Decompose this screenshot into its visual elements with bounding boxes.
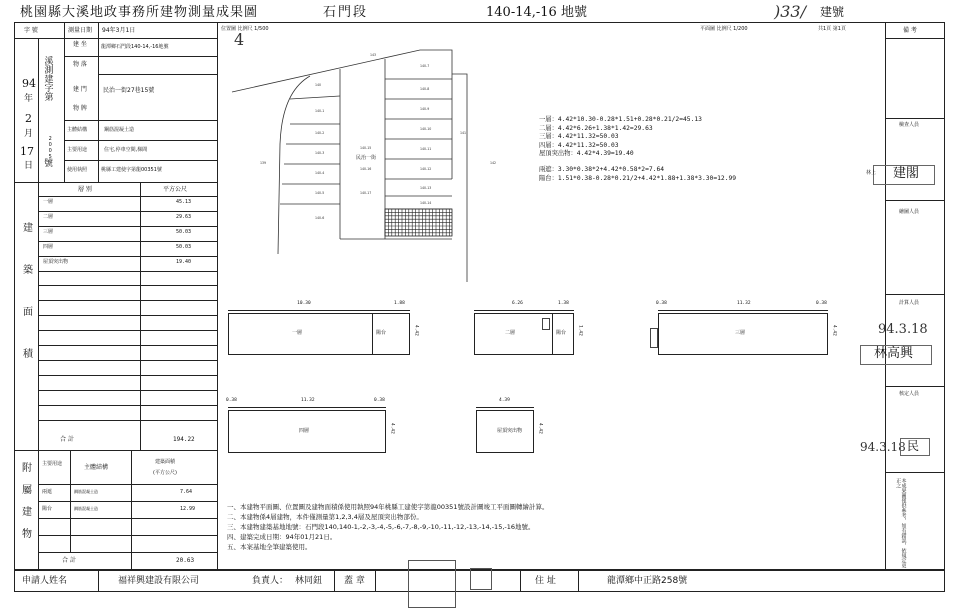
rule bbox=[885, 118, 945, 119]
floor-dim: 0.38 bbox=[816, 301, 827, 306]
serial-no: 2005 bbox=[47, 136, 54, 160]
rule bbox=[885, 294, 945, 295]
parcel-label: 140-14 bbox=[420, 201, 432, 205]
plan-scale: 平面圖 比例尺 1/200 bbox=[700, 26, 748, 32]
checker-label: 檢查人員 bbox=[899, 122, 920, 128]
rule bbox=[98, 22, 99, 38]
annex-use: 陽台 bbox=[42, 506, 53, 512]
floor-name: 三層 bbox=[735, 330, 746, 336]
parcel-label: 140-5 bbox=[315, 191, 325, 195]
company-seal bbox=[408, 560, 456, 608]
balcony-divider bbox=[372, 313, 373, 355]
structure-label: 主體結構 bbox=[67, 127, 88, 133]
location: 龍潭鄉石門段140-14,-16地號 bbox=[101, 44, 169, 50]
floor-side-dim: 4.42 bbox=[389, 422, 395, 434]
parcel-label: 140-8 bbox=[420, 87, 430, 91]
area-row-line bbox=[38, 330, 217, 331]
rule bbox=[885, 38, 945, 39]
area-row-line bbox=[38, 315, 217, 316]
floor-dim: 6.26 bbox=[512, 301, 523, 306]
rule bbox=[38, 552, 217, 553]
area-row-line bbox=[38, 390, 217, 391]
rule bbox=[520, 570, 521, 592]
area-row-line bbox=[38, 345, 217, 346]
annex-sqm: 7.64 bbox=[180, 489, 193, 495]
section-name: 石門段 bbox=[323, 5, 369, 20]
dim-line-f3 bbox=[658, 310, 828, 311]
floor-dim: 10.30 bbox=[297, 301, 311, 306]
calc-line: 二層：4.42*6.26+1.38*1.42=29.63 bbox=[539, 124, 653, 132]
area-row-line bbox=[38, 285, 217, 286]
parcel-label: 139 bbox=[260, 161, 267, 165]
annex-side-label: 附屬建物 bbox=[19, 462, 31, 550]
annex-row-line bbox=[38, 501, 217, 502]
survey-date: 94年3月1日 bbox=[102, 27, 136, 34]
rule bbox=[98, 570, 99, 592]
door-label-1: 建 門 bbox=[73, 86, 87, 93]
annex-struct: 鋼筋混凝土造 bbox=[74, 506, 98, 511]
area-sqm: 19.40 bbox=[176, 258, 192, 265]
month-num: 2 bbox=[25, 112, 32, 125]
parcel-label: 140-6 bbox=[315, 216, 325, 220]
road-left-edge bbox=[278, 76, 310, 254]
floor-name: 二層 bbox=[505, 330, 516, 336]
applicant-name: 福祥興建設有限公司 bbox=[118, 576, 200, 586]
rule bbox=[334, 570, 335, 592]
building-hatch bbox=[385, 209, 452, 236]
area-row-line bbox=[38, 300, 217, 301]
rule bbox=[64, 140, 217, 141]
parcel-label: 141 bbox=[460, 131, 467, 135]
parcel-label: 140-17 bbox=[360, 191, 372, 195]
person-name: 林同鈕 bbox=[295, 576, 323, 586]
day-num: 17 bbox=[20, 145, 34, 158]
permit-label: 使用執照 bbox=[67, 167, 88, 173]
rule bbox=[14, 38, 217, 39]
site-plan-scale: 位置圖 比例尺 1/500 bbox=[221, 26, 269, 32]
area-row-line bbox=[38, 196, 217, 197]
area-sqm: 29.63 bbox=[176, 213, 192, 220]
floor-dim: 0.38 bbox=[226, 398, 237, 403]
address-label: 住 址 bbox=[535, 576, 556, 586]
area-layer: 四層 bbox=[43, 243, 54, 250]
floor-name: 四層 bbox=[299, 427, 310, 434]
area-layer: 一層 bbox=[43, 199, 54, 205]
annex-header-struct: 主體結構 bbox=[84, 464, 109, 471]
dim-line-f1 bbox=[228, 310, 410, 311]
dim-line-f2 bbox=[474, 310, 574, 311]
document-title: 桃園縣大溪地政事務所建物測量成果圖 bbox=[20, 5, 259, 20]
annex-row-line bbox=[38, 535, 217, 536]
building-number-label: 建號 bbox=[820, 5, 845, 19]
parcel-label: 140-12 bbox=[420, 167, 432, 171]
annex-header-area: 建築面積 bbox=[155, 459, 176, 465]
area-row-line bbox=[38, 375, 217, 376]
drafter-label: 繪圖人員 bbox=[899, 209, 920, 215]
annex-row-line bbox=[38, 518, 217, 519]
parcel-label: 140-2 bbox=[315, 131, 325, 135]
floor-dim: 1.88 bbox=[394, 301, 405, 306]
floor-dim: 0.38 bbox=[656, 301, 667, 306]
note-line: 二、本建物係4層建物，本件僅測量第1,2,3,4層及屋頂突出物部份。 bbox=[227, 513, 423, 521]
location-label-1: 建 坐 bbox=[73, 41, 87, 48]
floor-name: 一層 bbox=[292, 330, 303, 336]
seal-label: 蓋 章 bbox=[344, 576, 365, 586]
area-layer: 二層 bbox=[43, 213, 54, 220]
annex-total-label: 合 計 bbox=[62, 557, 76, 564]
hao-char: 號 bbox=[44, 159, 54, 169]
rule bbox=[885, 386, 945, 387]
area-total: 194.22 bbox=[173, 436, 195, 443]
calc-person-label: 計算人員 bbox=[899, 300, 920, 306]
use-label: 主要用途 bbox=[67, 147, 88, 153]
calc-line: 四層：4.42*11.32=50.03 bbox=[539, 141, 619, 149]
final-note: 本成果圖僅供參考，如有錯誤，依規定更正之 bbox=[895, 478, 907, 568]
use: 住宅,停車空間,梯間 bbox=[104, 147, 148, 153]
person-seal bbox=[470, 568, 492, 590]
area-row-line bbox=[38, 241, 217, 242]
door-number: 民治一街27巷15號 bbox=[103, 87, 155, 94]
note-line: 一、本建物平面圖、位置圖及建物面積係使用執照94年桃縣工建使字第龍00351號設計圖竣工平面圖轉繪計算。 bbox=[227, 503, 549, 511]
rule bbox=[38, 38, 39, 182]
dim-line-f4 bbox=[228, 407, 386, 408]
dim-line-roof bbox=[476, 407, 534, 408]
address: 龍潭鄉中正路258號 bbox=[607, 576, 688, 586]
balcony-divider bbox=[552, 313, 553, 355]
day-char: 日 bbox=[24, 161, 34, 171]
floor-side-dim: 4.42 bbox=[537, 422, 543, 434]
building-number-handwritten: )33/ bbox=[774, 2, 806, 21]
parcel-label: 142 bbox=[490, 161, 497, 165]
site-plan-handwritten: 4 bbox=[234, 30, 245, 49]
area-row-line bbox=[38, 405, 217, 406]
parcel-label: 143 bbox=[370, 53, 377, 57]
parcel-label: 140 bbox=[315, 83, 322, 87]
sheet-info: 共1頁 第1頁 bbox=[818, 26, 846, 32]
floor-side-dim: 4.42 bbox=[831, 325, 837, 336]
floor-side-dim: 4.42 bbox=[413, 325, 419, 336]
area-row-line bbox=[38, 420, 217, 421]
door-label-2: 物 牌 bbox=[73, 105, 87, 112]
area-row-line bbox=[38, 211, 217, 212]
reviewer-label: 核定人員 bbox=[899, 391, 920, 397]
left-table-divider bbox=[217, 22, 218, 570]
parcel-label: 140-15 bbox=[360, 146, 372, 150]
month-char: 月 bbox=[24, 129, 34, 139]
note-line: 三、本建物建築基地地號：石門段140,140-1,-2,-3,-4,-5,-6,-7,-8,-9,-10,-11,-12,-13,-14,-15,-16地號。 bbox=[227, 523, 535, 531]
rule bbox=[885, 472, 945, 473]
note-line: 四、建築完成日期：94年01月21日。 bbox=[227, 533, 337, 541]
site-boundary bbox=[232, 50, 452, 179]
stamp-checker-prefix: 林上 bbox=[866, 170, 877, 176]
stamp-checker-name: 建閣 bbox=[893, 166, 920, 181]
floor-dim: 11.32 bbox=[301, 398, 315, 403]
parcel-label: 140-9 bbox=[420, 107, 430, 111]
rule bbox=[98, 74, 217, 75]
rule bbox=[64, 120, 217, 121]
area-sqm: 50.03 bbox=[176, 243, 192, 250]
year-char: 年 bbox=[24, 94, 34, 104]
structure: 鋼筋混凝土造 bbox=[104, 127, 135, 133]
calc-line: 一層：4.42*10.30-0.28*1.51+0.28*0.21/2=45.13 bbox=[539, 116, 702, 123]
road-label: 民治一街 bbox=[356, 155, 377, 161]
person-label: 負責人： bbox=[252, 576, 289, 586]
site-plan bbox=[220, 34, 520, 290]
receipt-label: 字 號 bbox=[24, 27, 38, 34]
calc-line: 兩遮：3.30*0.38*2+4.42*0.58*2=7.64 bbox=[539, 166, 665, 173]
parcel-label: 140-4 bbox=[315, 171, 325, 175]
area-header-sqm: 平方公尺 bbox=[163, 186, 188, 193]
rule bbox=[375, 570, 376, 592]
floor-dim: 4.39 bbox=[499, 398, 510, 403]
rule bbox=[38, 484, 217, 485]
rule bbox=[64, 160, 217, 161]
annex-total: 20.63 bbox=[176, 557, 195, 564]
annex-use: 兩遮 bbox=[42, 489, 53, 495]
area-row-line bbox=[38, 256, 217, 257]
rule bbox=[578, 570, 579, 592]
applicant-label: 申請人姓名 bbox=[22, 576, 68, 586]
floor-dim: 1.38 bbox=[558, 301, 569, 306]
floor-dim: 11.32 bbox=[737, 301, 751, 306]
rule bbox=[14, 182, 217, 183]
permit: 桃縣工建使字第龍00351號 bbox=[101, 167, 162, 173]
annex-header-use: 主要用途 bbox=[42, 461, 63, 467]
parcel-label: 140-3 bbox=[315, 151, 325, 155]
calc-line: 陽台：1.51*0.38-0.28*0.21/2+4.42*1.88+1.38*3.30=12.99 bbox=[539, 174, 737, 182]
floor-dim: 0.38 bbox=[374, 398, 385, 403]
rule bbox=[14, 450, 217, 451]
balcony-label: 陽台 bbox=[556, 330, 567, 336]
office-chars: 溪測建字第 bbox=[42, 56, 53, 101]
note-line: 五、本案基地全筆建築使用。 bbox=[227, 543, 312, 551]
remark-label: 備 考 bbox=[903, 27, 917, 34]
area-row-line bbox=[38, 271, 217, 272]
stamp-review-name: 民 bbox=[907, 439, 920, 453]
site-right-edge bbox=[452, 74, 467, 282]
area-side-label: 建築面積 bbox=[20, 222, 32, 390]
area-sqm: 45.13 bbox=[176, 199, 192, 205]
rule bbox=[64, 56, 217, 57]
area-total-label: 合 計 bbox=[60, 436, 74, 443]
area-header-layer: 層 別 bbox=[78, 186, 92, 193]
annex-header-unit: (平方公尺) bbox=[153, 470, 177, 476]
area-row-line bbox=[38, 226, 217, 227]
parcel-label: 140-11 bbox=[420, 147, 432, 151]
parcel-label: 140-16 bbox=[360, 167, 372, 171]
area-sqm: 50.03 bbox=[176, 228, 192, 235]
area-row-line bbox=[38, 360, 217, 361]
parcel-label: 140-1 bbox=[315, 109, 325, 113]
parcel-line bbox=[290, 96, 340, 99]
annex-struct: 鋼筋混凝土造 bbox=[74, 489, 98, 494]
year-num: 94 bbox=[22, 77, 36, 90]
stair-notch bbox=[542, 318, 550, 330]
stamp-calc-name: 林高興 bbox=[874, 346, 914, 361]
right-column-divider bbox=[885, 22, 886, 570]
calc-line: 屋頂突出物：4.42*4.39=19.40 bbox=[539, 150, 634, 158]
balcony-label: 陽台 bbox=[376, 330, 387, 336]
floor-side-dim: 1.42 bbox=[577, 325, 583, 336]
parcel-label: 140-7 bbox=[420, 64, 430, 68]
review-date-handwritten: 94.3.18 bbox=[860, 440, 906, 454]
floor-name: 屋頂突出物 bbox=[497, 427, 523, 434]
location-label-2: 物 落 bbox=[73, 61, 87, 68]
rule bbox=[885, 200, 945, 201]
calc-line: 三層：4.42*11.32=50.03 bbox=[539, 133, 619, 141]
annex-sqm: 12.99 bbox=[180, 506, 196, 512]
area-layer: 屋頂突出物 bbox=[43, 258, 69, 265]
lot-number: 140-14,-16 地號 bbox=[486, 5, 587, 20]
parcel-label: 140-10 bbox=[420, 127, 432, 131]
calc-date-handwritten: 94.3.18 bbox=[878, 322, 928, 337]
survey-date-label: 測量日期 bbox=[68, 27, 93, 34]
area-layer: 三層 bbox=[43, 228, 54, 235]
stair-notch bbox=[650, 328, 658, 348]
parcel-label: 140-13 bbox=[420, 186, 432, 190]
